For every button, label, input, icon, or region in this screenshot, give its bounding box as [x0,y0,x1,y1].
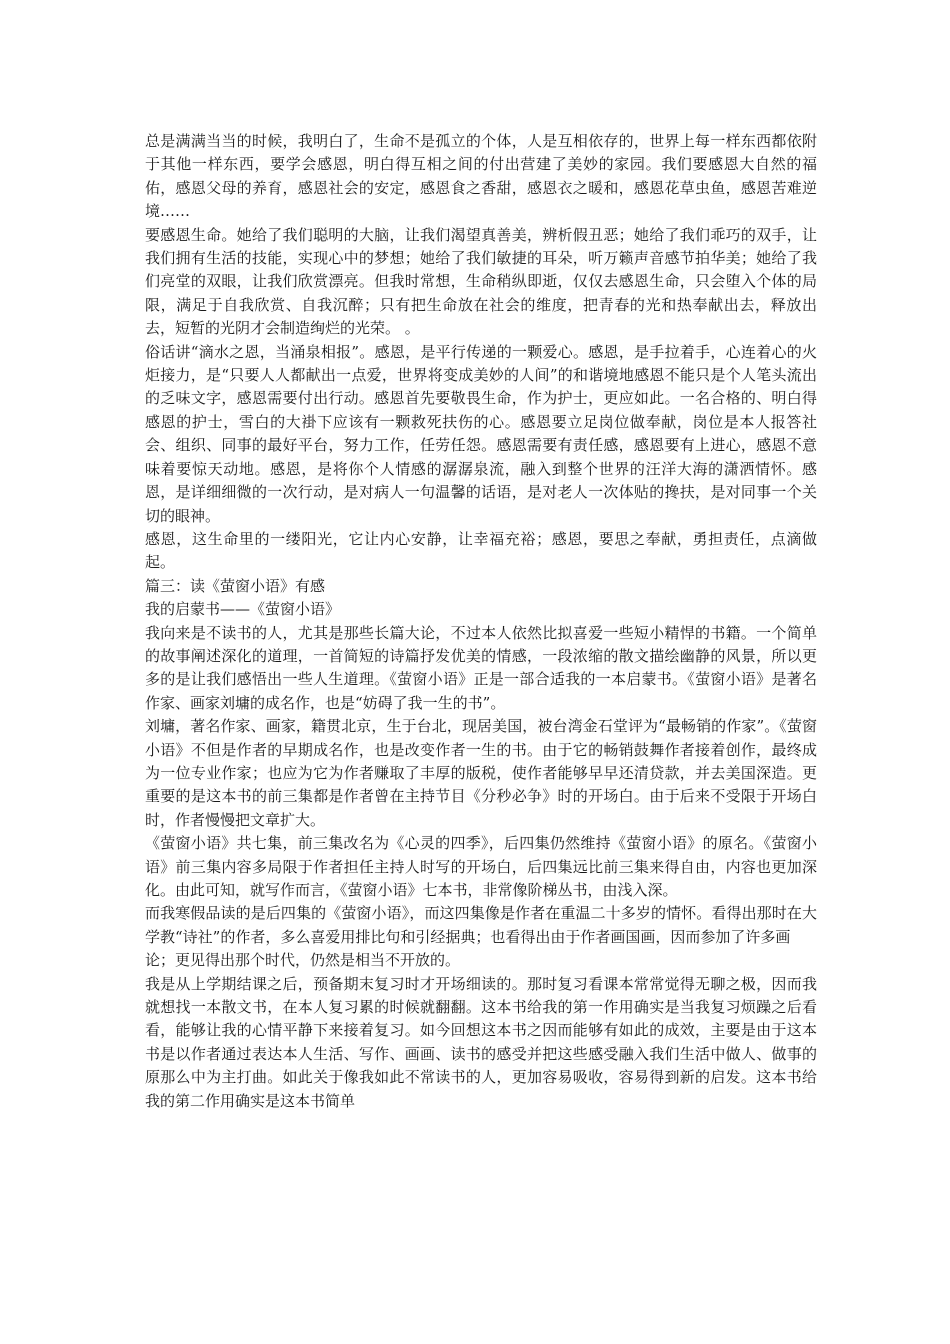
paragraph-era-note: 论；更见得出那个时代，仍然是相当不开放的。 [145,951,461,970]
paragraph-seven-volumes: 《萤窗小语》共七集，前三集改名为《心灵的四季》，后四集仍然维持《萤窗小语》的原名。《萤窗小语》前三集内容多局限于作者担任主持人时写的开场白，后四集远比前三集来得自由，内容也更加深化。由此可知，就写作而言，《萤窗小语》七本书，非常像阶梯丛书，由浅入深。 [145,834,817,899]
paragraph-review-effect: 我是从上学期结课之后，预备期末复习时才开场细读的。那时复习看课本常常觉得无聊之极，因而我就想找一本散文书，在本人复习累的时候就翻翻。这本书给我的第一作用确实是当我复习烦躁之后看看，能够让我的心情平静下来接着复习。如今回想这本书之因而能够有如此的成效，主要是由于这本书是以作者通过表达本人生活、写作、画画、读书的感受并把这些感受融入我们生活中做人、做事的原那么中为主打曲。如此关于像我如此不常读书的人，更加容易吸收，容易得到新的启发。这本书给我的第二作用确实是这本书简单 [145,974,817,1110]
paragraph-winter-reading: 而我寒假品读的是后四集的《萤窗小语》，而这四集像是作者在重温二十多岁的情怀。看得出那时在大学教“诗社”的作者，多么喜爱用排比句和引经据典；也看得出由于作者画国画，因而参加了许多画 [145,904,817,946]
paragraph-gratitude-action: 俗话讲“滴水之恩，当涌泉相报”。感恩，是平行传递的一颗爱心。感恩，是手拉着手，心连着心的火炬接力，是“只要人人都献出一点爱，世界将变成美妙的人间”的和谐境地感恩不能只是个人笔头流出的乏味文字，感恩需要付出行动。感恩首先要敬畏生命，作为护士，更应如此。一名合格的、明白得感恩的护士，雪白的大褂下应该有一颗救死扶伤的心。感恩要立足岗位做奉献，岗位是本人报答社会、组织、同事的最好平台，努力工作，任劳任怨。感恩需要有责任感，感恩要有上进心，感恩不意味着要惊天动地。感恩，是将你个人情感的潺潺泉流，融入到整个世界的汪洋大海的潇洒情怀。感恩，是详细细微的一次行动，是对病人一句温馨的话语，是对老人一次体贴的搀扶，是对同事一个关切的眼神。 [145,342,817,525]
paragraph-gratitude-life: 要感恩生命。她给了我们聪明的大脑，让我们渴望真善美，辨析假丑恶；她给了我们乖巧的双手，让我们拥有生活的技能，实现心中的梦想；她给了我们敏捷的耳朵，听万籁声音感节拍华美；她给了我们亮堂的双眼，让我们欣赏漂亮。但我时常想，生命稍纵即逝，仅仅去感恩生命，只会堕入个体的局限，满足于自我欣赏、自我沉醉；只有把生命放在社会的维度，把青春的光和热奉献出去，释放出去，短暂的光阴才会制造绚烂的光荣。 。 [145,225,817,338]
paragraph-gratitude-world: 总是满满当当的时候，我明白了，生命不是孤立的个体，人是互相依存的，世界上每一样东西都依附于其他一样东西，要学会感恩，明白得互相之间的付出营建了美妙的家园。我们要感恩大自然的福佑，感恩父母的养育，感恩社会的安定，感恩食之香甜，感恩衣之暖和，感恩花草虫鱼，感恩苦难逆境…… [145,132,817,221]
paragraph-gratitude-sunlight: 感恩，这生命里的一缕阳光，它让内心安静，让幸福充裕；感恩，要思之奉献，勇担责任，点滴做起。 [145,529,817,572]
section-subheading: 我的启蒙书——《萤窗小语》 [145,600,341,619]
document-page [145,130,817,1113]
paragraph-author-bio: 刘墉，著名作家、画家，籍贯北京，生于台北，现居美国，被台湾金石堂评为“最畅销的作家”。《萤窗小语》不但是作者的早期成名作，也是改变作者一生的书。由于它的畅销鼓舞作者接着创作，最终成为一位专业作家；也应为它为作者赚取了丰厚的版税，使作者能够早早还清贷款，并去美国深造。更重要的是这本书的前三集都是作者曾在主持节目《分秒必争》时的开场白。由于后来不受限于开场白时，作者慢慢把文章扩大。 [145,717,817,829]
paragraph-enlightenment-book: 我向来是不读书的人，尤其是那些长篇大论，不过本人依然比拟喜爱一些短小精悍的书籍。一个简单的故事阐述深化的道理，一首简短的诗篇抒发优美的情感，一段浓缩的散文描绘幽静的风景，所以更多的是让我们感悟出一些人生道理。《萤窗小语》正是一部合适我的一本启蒙书。《萤窗小语》是著名作家、画家刘墉的成名作，也是“妨碍了我一生的书”。 [145,623,817,712]
section-heading: 篇三：读《萤窗小语》有感 [145,576,326,595]
